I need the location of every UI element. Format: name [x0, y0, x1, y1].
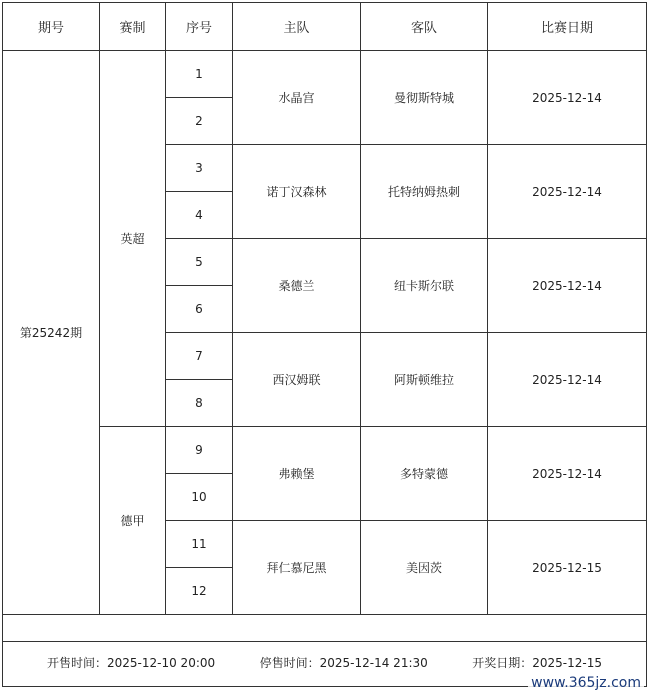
home-team-cell: 拜仁慕尼黑 [233, 521, 361, 615]
footer-info [3, 654, 646, 671]
header-league: 赛制 [100, 3, 166, 51]
header-issue: 期号 [3, 3, 100, 51]
match-date-cell: 2025-12-14 [488, 239, 647, 333]
header-row [3, 3, 647, 51]
number-cell: 8 [166, 380, 233, 427]
number-cell: 5 [166, 239, 233, 286]
draw-date: 开奖日期：2025-12-15 [472, 655, 602, 670]
issue-cell: 第25242期 [3, 51, 100, 615]
home-team-cell: 西汉姆联 [233, 333, 361, 427]
number-cell: 4 [166, 192, 233, 239]
match-date-cell: 2025-12-14 [488, 427, 647, 521]
number-cell: 6 [166, 286, 233, 333]
number-cell: 1 [166, 51, 233, 98]
away-team-cell: 多特蒙德 [361, 427, 488, 521]
header-home: 主队 [233, 3, 361, 51]
number-cell: 10 [166, 474, 233, 521]
league-cell-epl: 英超 [100, 51, 166, 427]
blank-row [3, 615, 647, 642]
number-cell: 3 [166, 145, 233, 192]
away-team-cell: 阿斯顿维拉 [361, 333, 488, 427]
watermark-text: www.365jz.com [528, 674, 644, 692]
number-cell: 9 [166, 427, 233, 474]
match-date-cell: 2025-12-15 [488, 521, 647, 615]
match-date-cell: 2025-12-14 [488, 51, 647, 145]
away-team-cell: 曼彻斯特城 [361, 51, 488, 145]
header-away: 客队 [361, 3, 488, 51]
number-cell: 7 [166, 333, 233, 380]
home-team-cell: 桑德兰 [233, 239, 361, 333]
blank-cell [3, 615, 647, 642]
away-team-cell: 纽卡斯尔联 [361, 239, 488, 333]
number-cell: 11 [166, 521, 233, 568]
schedule-table [2, 2, 647, 687]
number-cell: 12 [166, 568, 233, 615]
header-date: 比赛日期 [488, 3, 647, 51]
match-date-cell: 2025-12-14 [488, 145, 647, 239]
table-row [3, 51, 647, 98]
table-row [3, 427, 647, 474]
header-number: 序号 [166, 3, 233, 51]
sale-stop-time: 停售时间：2025-12-14 21:30 [259, 655, 428, 670]
home-team-cell: 弗赖堡 [233, 427, 361, 521]
league-cell-bundesliga: 德甲 [100, 427, 166, 615]
number-cell: 2 [166, 98, 233, 145]
away-team-cell: 美因茨 [361, 521, 488, 615]
home-team-cell: 水晶宫 [233, 51, 361, 145]
sale-start-time: 开售时间：2025-12-10 20:00 [47, 655, 216, 670]
home-team-cell: 诺丁汉森林 [233, 145, 361, 239]
match-date-cell: 2025-12-14 [488, 333, 647, 427]
away-team-cell: 托特纳姆热刺 [361, 145, 488, 239]
